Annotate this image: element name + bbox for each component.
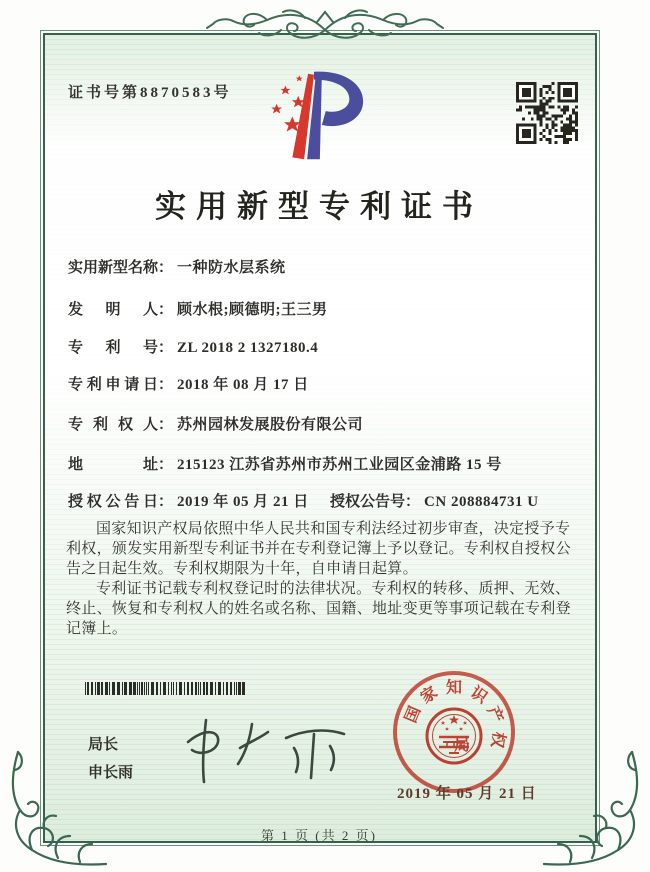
field-colon: ： bbox=[158, 340, 174, 356]
signature-script bbox=[168, 708, 358, 792]
field-row-address bbox=[68, 453, 584, 475]
page-footer: 第 1 页 (共 2 页) bbox=[261, 828, 377, 843]
field-row-inventors bbox=[68, 298, 584, 320]
seal-char: 局 bbox=[454, 737, 471, 754]
seal-char: 家 bbox=[418, 683, 441, 708]
body-paragraph-2: 专利证书记载专利权登记时的法律状况。专利权的转移、质押、无效、终止、恢复和专利权人的姓名或名称、国籍、地址变更等事项记载在专利登记簿上。 bbox=[66, 581, 571, 637]
seal-char: 国 bbox=[402, 704, 425, 726]
field-colon: ： bbox=[158, 417, 174, 433]
national-emblem-icon bbox=[424, 706, 484, 766]
signer-name: 申长雨 bbox=[88, 765, 134, 781]
qr-code bbox=[516, 82, 578, 144]
field-value: 一种防水层系统 bbox=[177, 260, 286, 276]
seal-date: 2019 年 05 月 21 日 bbox=[397, 786, 537, 802]
field-value: 2019 年 05 月 21 日 bbox=[177, 494, 309, 510]
field-row-patentee bbox=[68, 413, 584, 435]
field-colon: ： bbox=[158, 377, 174, 393]
field-label: 授权公告号 bbox=[330, 494, 406, 510]
field-row-filing-date bbox=[68, 373, 584, 395]
legal-body-text bbox=[66, 519, 584, 639]
signer-title: 局长 bbox=[88, 737, 119, 753]
field-value: 顾水根;顾德明;王三男 bbox=[177, 302, 328, 318]
seal-char: 权 bbox=[487, 730, 508, 750]
field-colon: ： bbox=[158, 302, 174, 318]
cnipa-logo-icon bbox=[253, 66, 371, 168]
body-paragraph-1: 国家知识产权局依照中华人民共和国专利法经过初步审查，决定授予专利权，颁发实用新型专利证书并在专利登记簿上予以登记。专利权自授权公告之日起生效。专利权期限为十年，自申请日起算。 bbox=[66, 521, 571, 577]
field-row-name bbox=[68, 256, 584, 278]
field-label: 地址 bbox=[68, 457, 158, 473]
seal-char: 知 bbox=[445, 679, 463, 697]
seal-char: 产 bbox=[483, 704, 506, 726]
field-row-patent-number bbox=[68, 336, 584, 358]
field-value: ZL 2018 2 1327180.4 bbox=[177, 340, 319, 356]
field-label: 发明人 bbox=[68, 302, 158, 318]
grant-number-pair bbox=[330, 490, 539, 511]
field-colon: ： bbox=[405, 494, 421, 510]
field-value: 2018 年 08 月 17 日 bbox=[177, 377, 309, 393]
official-seal bbox=[393, 671, 515, 793]
field-label: 专利申请日 bbox=[68, 377, 158, 393]
field-row-grant bbox=[68, 490, 584, 512]
field-value: 苏州园林发展股份有限公司 bbox=[177, 417, 364, 433]
field-value: 215123 江苏省苏州市苏州工业园区金浦路 15 号 bbox=[177, 457, 502, 473]
field-label: 专利号 bbox=[68, 340, 158, 356]
corner-flourish-ornament bbox=[538, 750, 648, 868]
field-colon: ： bbox=[158, 494, 174, 510]
field-value: CN 208884731 U bbox=[424, 494, 539, 510]
seal-char: 识 bbox=[467, 683, 490, 708]
field-label: 实用新型名称 bbox=[68, 260, 159, 276]
field-colon: ： bbox=[158, 457, 174, 473]
barcode bbox=[85, 682, 249, 695]
certificate-title: 实用新型专利证书 bbox=[155, 189, 483, 224]
top-scroll-ornament bbox=[205, 4, 445, 52]
field-label: 授权公告日 bbox=[68, 494, 158, 510]
signer-block bbox=[88, 731, 133, 787]
certificate-number: 证书号第8870583号 bbox=[68, 85, 232, 101]
field-colon: ： bbox=[158, 260, 174, 276]
field-label: 专利权人 bbox=[68, 417, 158, 433]
